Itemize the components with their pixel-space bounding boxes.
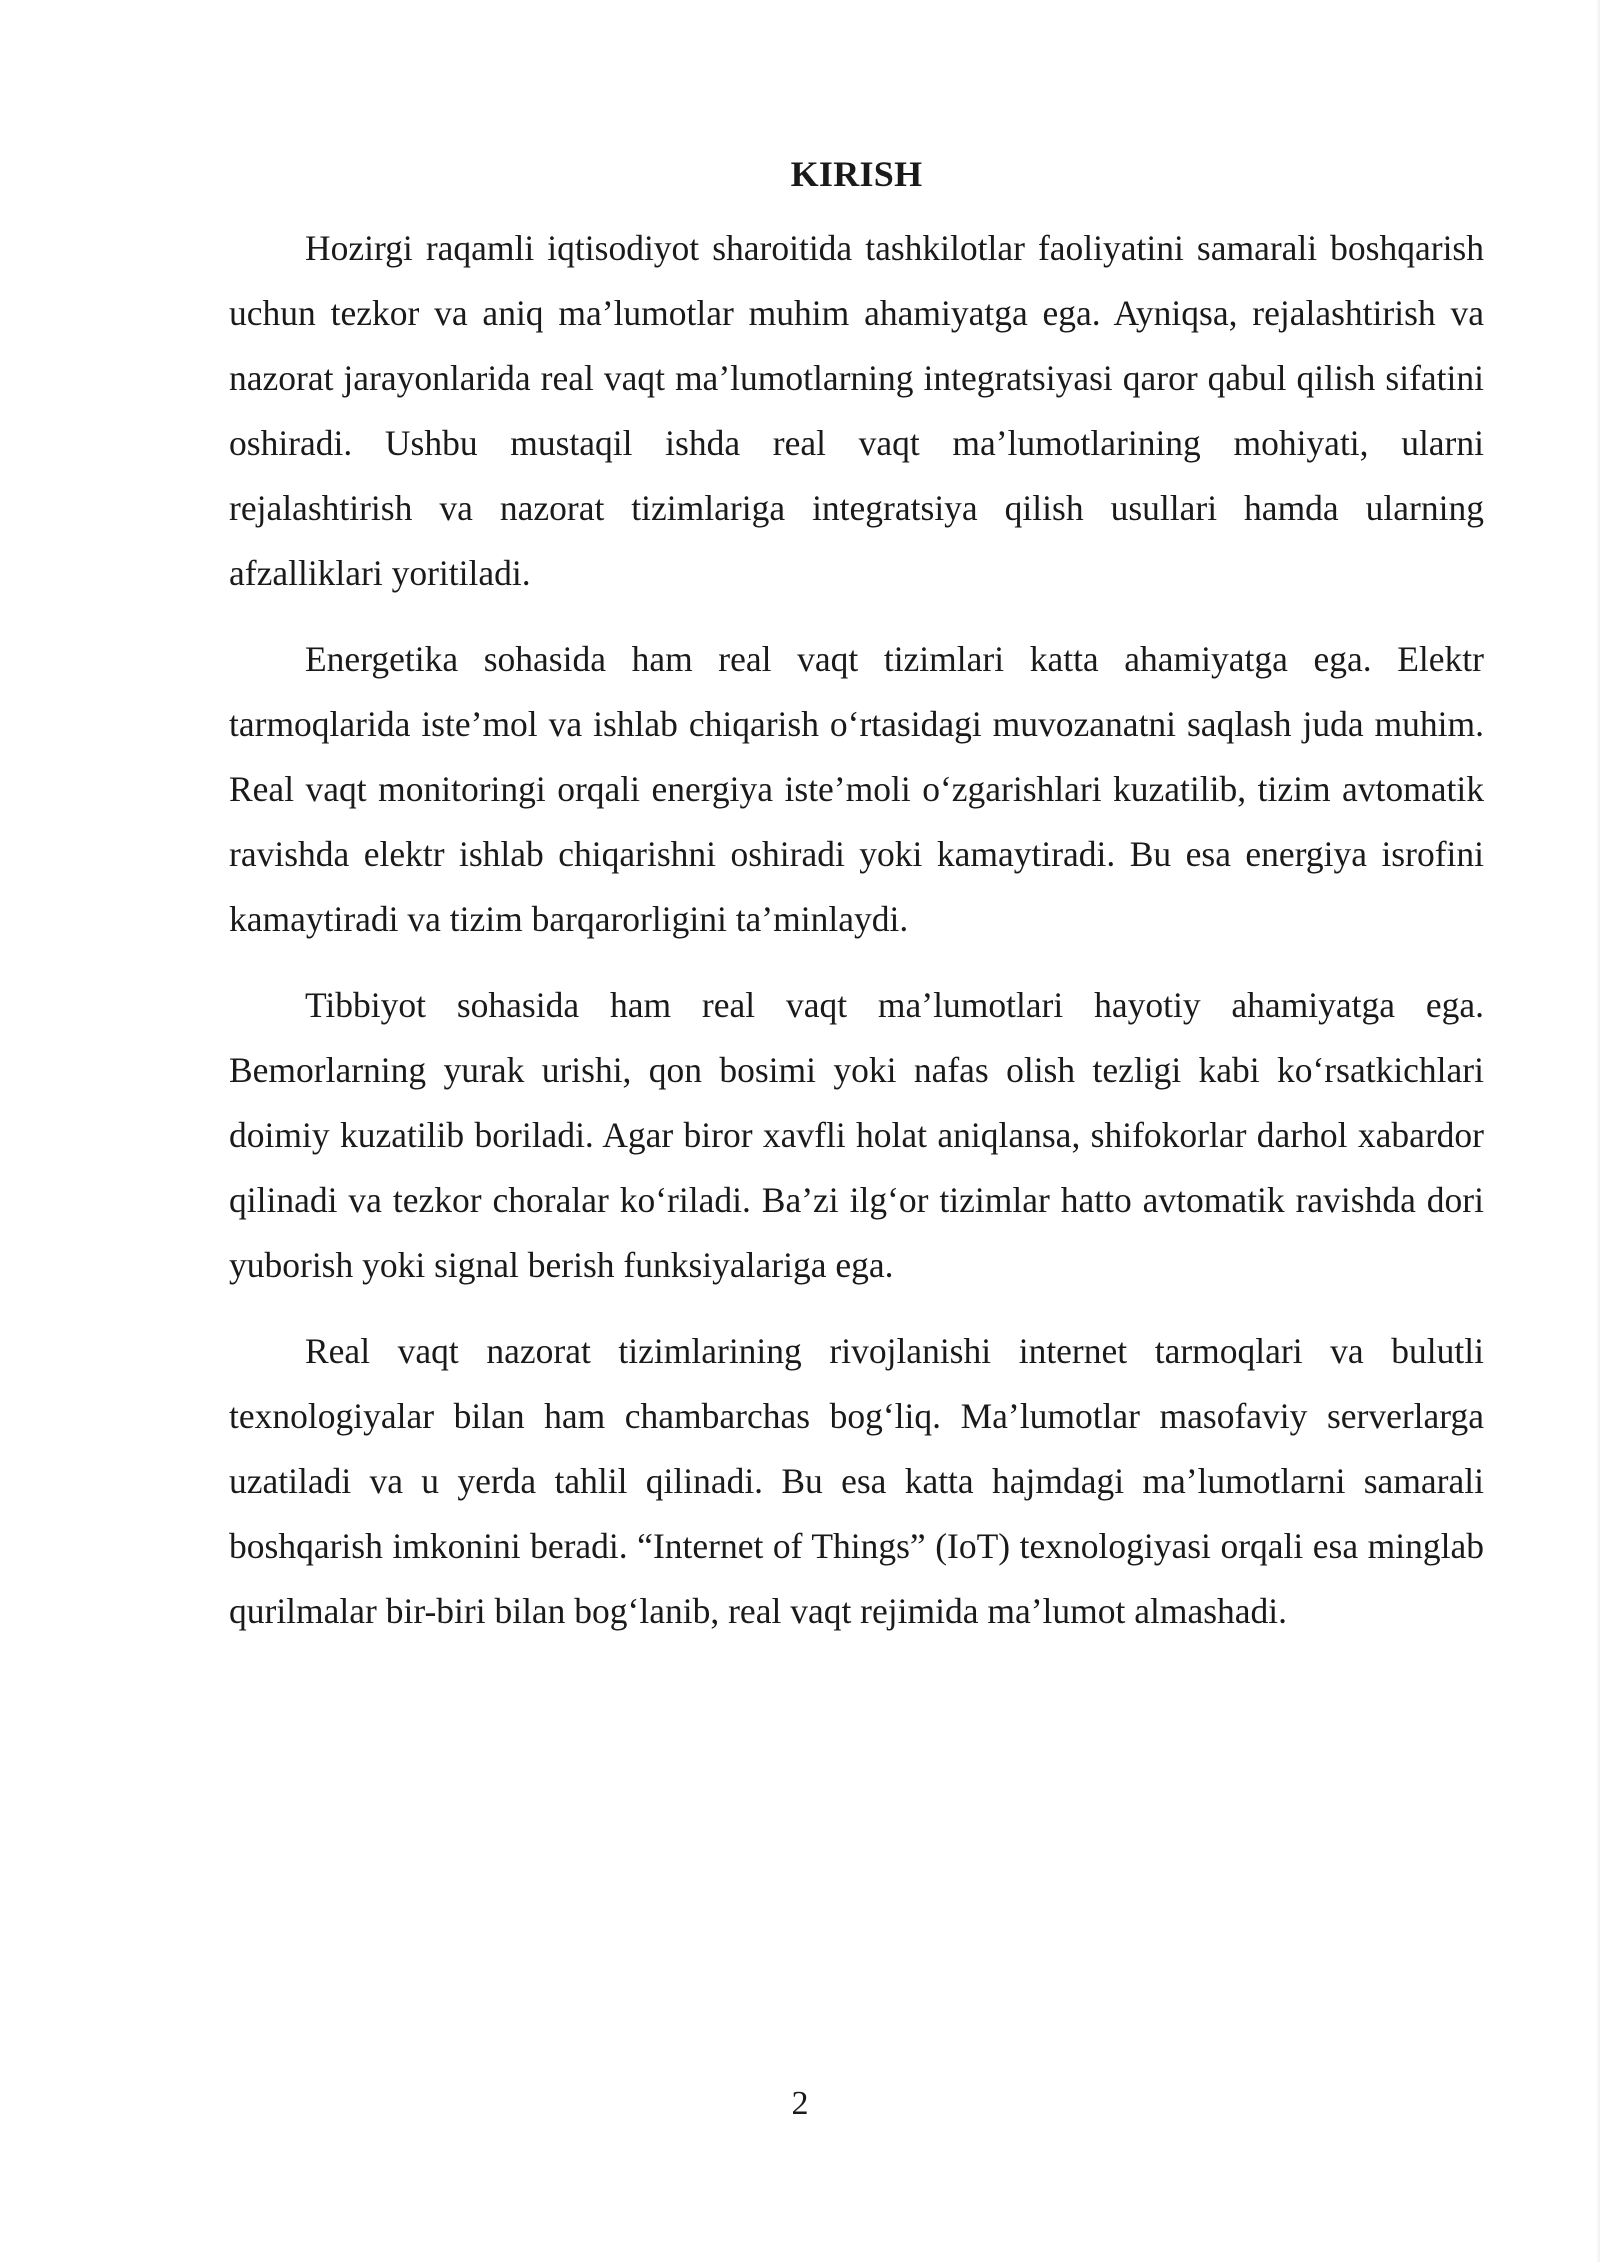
document-body: [229, 150, 1484, 1665]
paragraph-iot: Real vaqt nazorat tizimlarining rivojlanishi internet tarmoqlari va bulutli texnologiyalar bilan ham chambarchas bog‘liq. Ma’lumotlar masofaviy serverlarga uzatiladi va u yerda tahlil qilinadi. Bu esa katta hajmdagi ma’lumotlarni samarali boshqarish imkonini beradi. “Internet of Things” (IoT) texnologiyasi orqali esa minglab qurilmalar bir-biri bilan bog‘lanib, real vaqt rejimida ma’lumot almashadi.: [229, 1331, 1484, 1631]
paragraph-energy: Energetika sohasida ham real vaqt tizimlari katta ahamiyatga ega. Elektr tarmoqlarida iste’mol va ishlab chiqarish o‘rtasidagi muvozanatni saqlash juda muhim. Real vaqt monitoringi orqali energiya iste’moli o‘zgarishlari kuzatilib, tizim avtomatik ravishda elektr ishlab chiqarishni oshiradi yoki kamaytiradi. Bu esa energiya isrofini kamaytiradi va tizim barqarorligini ta’minlaydi.: [229, 639, 1484, 939]
section-title: KIRISH: [790, 154, 923, 194]
paragraph-introduction: Hozirgi raqamli iqtisodiyot sharoitida tashkilotlar faoliyatini samarali boshqarish uchun tezkor va aniq ma’lumotlar muhim ahamiyatga ega. Ayniqsa, rejalashtirish va nazorat jarayonlarida real vaqt ma’lumotlarning integratsiyasi qaror qabul qilish sifatini oshiradi. Ushbu mustaqil ishda real vaqt ma’lumotlarining mohiyati, ularni rejalashtirish va nazorat tizimlariga integratsiya qilish usullari hamda ularning afzalliklari yoritiladi.: [229, 228, 1484, 593]
page-edge-shadow: [1596, 0, 1600, 2262]
page-number: 2: [791, 2085, 809, 2122]
paragraph-medicine: Tibbiyot sohasida ham real vaqt ma’lumotlari hayotiy ahamiyatga ega. Bemorlarning yurak urishi, qon bosimi yoki nafas olish tezligi kabi ko‘rsatkichlari doimiy kuzatilib boriladi. Agar biror xavfli holat aniqlansa, shifokorlar darhol xabardor qilinadi va tezkor choralar ko‘riladi. Ba’zi ilg‘or tizimlar hatto avtomatik ravishda dori yuborish yoki signal berish funksiyalariga ega.: [229, 985, 1484, 1285]
